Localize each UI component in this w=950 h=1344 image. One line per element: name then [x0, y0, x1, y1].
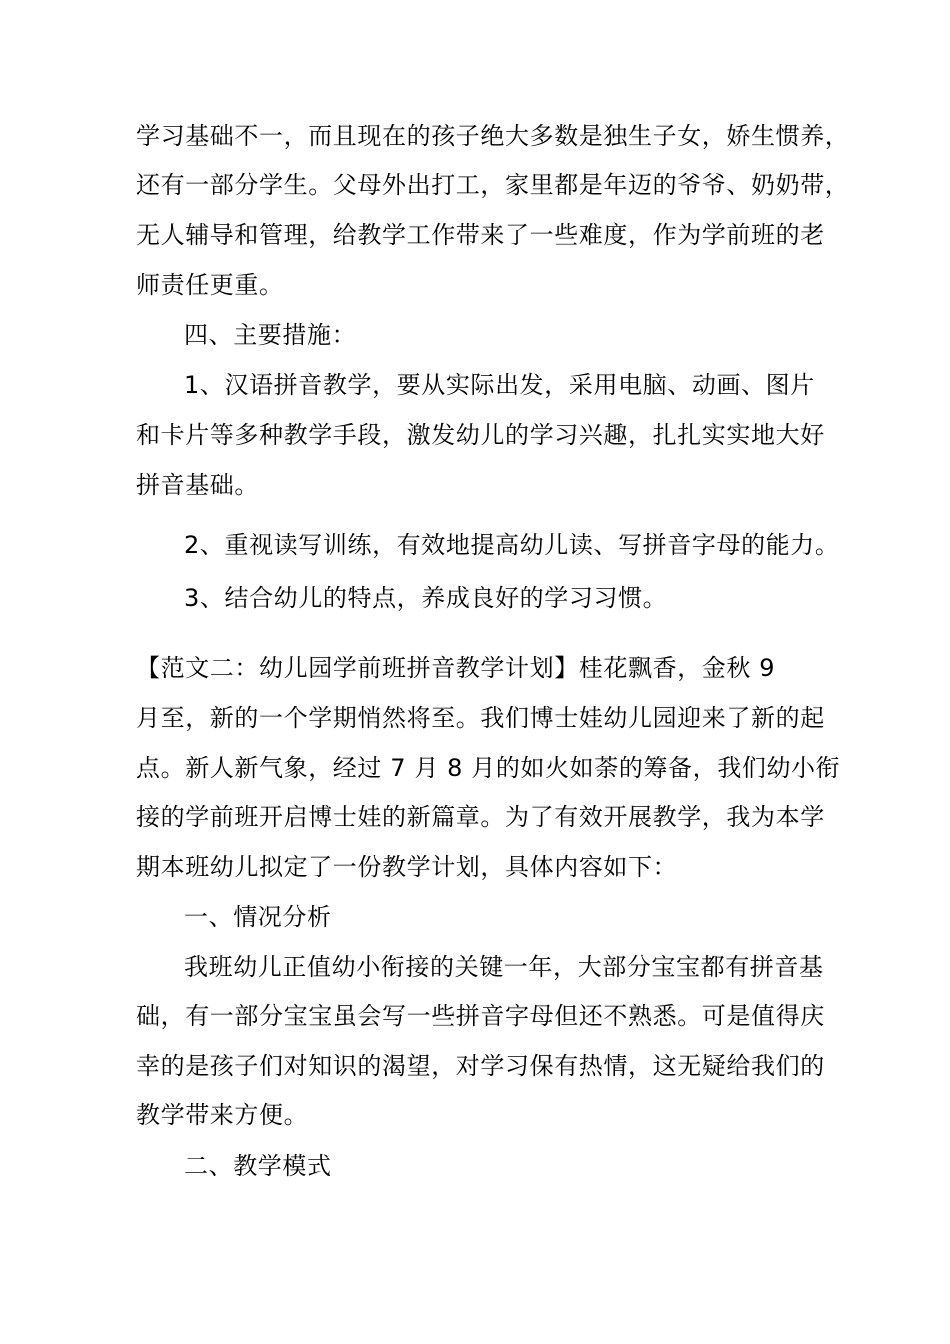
body-text-line: 接的学前班开启博士娃的新篇章。为了有效开展教学，我为本学 [136, 803, 825, 831]
section-heading: 一、情况分析 [184, 903, 332, 931]
body-text-line: 月至，新的一个学期悄然将至。我们博士娃幼儿园迎来了新的起 [136, 704, 825, 732]
section-heading: 二、教学模式 [184, 1152, 332, 1180]
body-text-line: 期本班幼儿拟定了一份教学计划，具体内容如下： [136, 853, 678, 881]
list-item: 2、重视读写训练，有效地提高幼儿读、写拼音字母的能力。 [184, 531, 840, 559]
essay-title-line: 【范文二：幼儿园学前班拼音教学计划】桂花飘香，金秋 9 [136, 654, 776, 682]
body-text-line: 我班幼儿正值幼小衔接的关键一年，大部分宝宝都有拼音基 [184, 953, 824, 981]
body-text-line: 还有一部分学生。父母外出打工，家里都是年迈的爷爷、奶奶带， [136, 171, 850, 199]
body-text-line: 师责任更重。 [136, 271, 284, 299]
list-item: 3、结合幼儿的特点，养成良好的学习习惯。 [184, 584, 668, 612]
body-text-line: 无人辅导和管理，给教学工作带来了一些难度，作为学前班的老 [136, 221, 825, 249]
body-text-line: 学习基础不一，而且现在的孩子绝大多数是独生子女，娇生惯养， [136, 122, 850, 150]
body-text-line: 教学带来方便。 [136, 1101, 309, 1129]
body-text-line: 和卡片等多种教学手段，激发幼儿的学习兴趣，扎扎实实地大好 [136, 421, 825, 449]
body-text-line: 拼音基础。 [136, 471, 259, 499]
section-heading: 四、主要措施： [184, 321, 357, 349]
list-item: 1、汉语拼音教学，要从实际出发，采用电脑、动画、图片 [184, 371, 815, 399]
body-text-line: 础，有一部分宝宝虽会写一些拼音字母但还不熟悉。可是值得庆 [136, 1002, 825, 1030]
body-text-line: 点。新人新气象，经过 7 月 8 月的如火如荼的筹备，我们幼小衔 [136, 754, 841, 782]
body-text-line: 幸的是孩子们对知识的渴望，对学习保有热情，这无疑给我们的 [136, 1052, 825, 1080]
